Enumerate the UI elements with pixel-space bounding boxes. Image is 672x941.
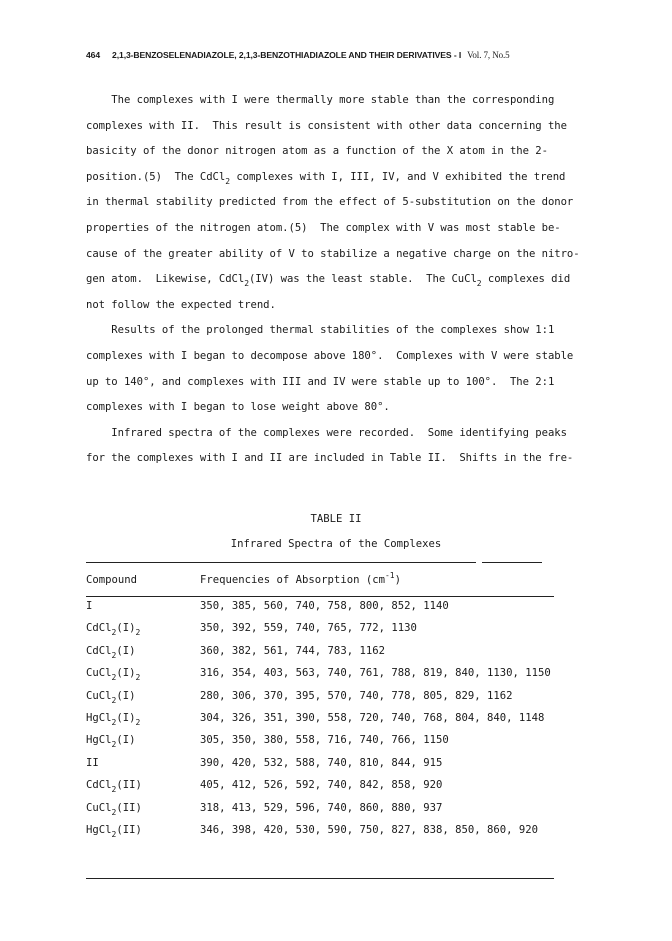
body-line [86, 446, 586, 472]
subscript: 2 [111, 829, 117, 839]
text-run: CuCl [86, 667, 112, 680]
text-run: complexes with I, III, IV, and V exhibited the trend [230, 170, 566, 183]
compound-cell [86, 644, 136, 660]
subscript: 2 [111, 807, 117, 817]
text-run: not follow the expected trend. [86, 298, 276, 311]
body-line [86, 114, 586, 140]
text-run: (II) [116, 801, 142, 814]
table-row [86, 802, 566, 824]
body-line [86, 318, 586, 344]
frequency-cell: 318, 413, 529, 596, 740, 860, 880, 937 [200, 801, 443, 814]
text-run: complexes with II. This result is consistent with other data concerning the [86, 119, 567, 132]
table-top-rule-right [482, 562, 542, 563]
freq-header-unit-exponent: -1 [384, 571, 395, 580]
table-row [86, 734, 566, 756]
text-run: complexes with I began to decompose above 180°. Complexes with V were stable [86, 349, 574, 362]
frequency-cell: 350, 392, 559, 740, 765, 772, 1130 [200, 622, 417, 635]
spectra-table [86, 571, 566, 846]
table-bottom-rule [86, 878, 554, 879]
text-run: cause of the greater ability of V to stabilize a negative charge on the nitro- [86, 247, 580, 260]
subscript: 2 [111, 628, 117, 638]
frequency-cell: 405, 412, 526, 592, 740, 842, 858, 920 [200, 779, 443, 792]
frequency-cell: 360, 382, 561, 744, 783, 1162 [200, 644, 385, 657]
body-text [86, 88, 586, 472]
text-run: gen atom. Likewise, CdCl [86, 273, 245, 286]
freq-header-text: Frequencies of Absorption (cm [200, 574, 385, 586]
text-run: The complexes with I were thermally more stable than the corresponding [86, 94, 555, 106]
compound-cell [86, 600, 92, 612]
table-caption: Infrared Spectra of the Complexes [230, 538, 442, 550]
compound-cell [86, 779, 142, 795]
frequency-cell: 350, 385, 560, 740, 758, 800, 852, 1140 [200, 600, 449, 612]
text-run: CuCl [86, 801, 112, 814]
text-run: (II) [116, 823, 142, 836]
text-run: HgCl [86, 711, 112, 724]
text-run: (IV) was the least stable. The CuCl [248, 273, 477, 286]
body-line [86, 165, 586, 191]
subscript: 2 [111, 695, 117, 705]
column-header-frequencies [200, 571, 401, 586]
subscript: 2 [135, 628, 141, 638]
text-run: CuCl [86, 689, 112, 702]
text-run: HgCl [86, 734, 112, 747]
text-run: complexes with I began to lose weight above 80°. [86, 401, 390, 414]
body-line [86, 190, 586, 216]
compound-cell [86, 823, 142, 839]
text-run: (I) [116, 644, 136, 657]
text-run: CdCl [86, 779, 112, 792]
running-header [86, 50, 606, 60]
table-label: TABLE II [310, 513, 362, 525]
body-line [86, 293, 586, 319]
page-number: 464 [86, 50, 101, 60]
table-row [86, 667, 566, 689]
frequency-cell: 390, 420, 532, 588, 740, 810, 844, 915 [200, 756, 443, 769]
text-run: for the complexes with I and II are included in Table II. Shifts in the fre- [86, 452, 574, 465]
body-line [86, 344, 586, 370]
subscript: 2 [244, 279, 249, 289]
subscript: 2 [135, 673, 141, 683]
frequency-cell: 346, 398, 420, 530, 590, 750, 827, 838, 850, 860, 920 [200, 823, 539, 836]
frequency-cell: 316, 354, 403, 563, 740, 761, 788, 819, 840, 1130, 1150 [200, 667, 551, 680]
table-header-rule [86, 596, 554, 597]
table-row [86, 645, 566, 667]
text-run: basicity of the donor nitrogen atom as a function of the X atom in the 2- [86, 145, 548, 158]
column-header-compound: Compound [86, 574, 138, 586]
frequency-cell: 305, 350, 380, 558, 716, 740, 766, 1150 [200, 734, 449, 747]
text-run: up to 140°, and complexes with III and IV were stable up to 100°. The 2:1 [86, 375, 555, 388]
compound-cell [86, 622, 141, 638]
table-row [86, 600, 566, 622]
compound-cell [86, 667, 141, 683]
compound-cell [86, 734, 136, 750]
text-run: in thermal stability predicted from the effect of 5-substitution on the donor [86, 196, 574, 209]
compound-cell [86, 711, 141, 727]
text-run: (I) [116, 622, 136, 635]
text-run: (I) [116, 689, 136, 702]
text-run: (I) [116, 667, 136, 680]
subscript: 2 [111, 673, 117, 683]
body-line [86, 139, 586, 165]
freq-header-close: ) [394, 574, 401, 586]
compound-cell [86, 689, 136, 705]
text-run: II [86, 756, 99, 769]
body-line [86, 242, 586, 268]
table-row [86, 757, 566, 779]
text-run: HgCl [86, 823, 112, 836]
compound-cell [86, 801, 142, 817]
table-row [86, 712, 566, 734]
running-title: 2,1,3-BENZOSELENADIAZOLE, 2,1,3-BENZOTHIADIAZOLE AND THEIR DERIVATIVES - I [112, 50, 462, 60]
text-run: complexes did [481, 273, 571, 286]
compound-cell [86, 757, 99, 769]
body-line [86, 216, 586, 242]
text-run: (I) [116, 734, 136, 747]
table-row [86, 690, 566, 712]
journal-volume: Vol. 7, No.5 [467, 50, 510, 60]
table-row [86, 622, 566, 644]
table-row [86, 824, 566, 846]
body-line [86, 395, 586, 421]
text-run: position.(5) The CdCl [86, 170, 226, 183]
body-line [86, 421, 586, 447]
text-run: (I) [116, 711, 136, 724]
subscript: 2 [135, 717, 141, 727]
subscript: 2 [111, 785, 117, 795]
text-run: (II) [116, 779, 142, 792]
text-run: properties of the nitrogen atom.(5) The complex with V was most stable be- [86, 221, 561, 234]
table-body [86, 600, 566, 846]
frequency-cell: 304, 326, 351, 390, 558, 720, 740, 768, 804, 840, 1148 [200, 711, 545, 724]
frequency-cell: 280, 306, 370, 395, 570, 740, 778, 805, 829, 1162 [200, 689, 513, 702]
body-line [86, 88, 586, 114]
text-run: Infrared spectra of the complexes were recorded. Some identifying peaks [86, 426, 567, 439]
body-line [86, 370, 586, 396]
text-run: Results of the prolonged thermal stabilities of the complexes show 1:1 [86, 324, 555, 337]
text-run: CdCl [86, 622, 112, 635]
table-row [86, 779, 566, 801]
table-top-rule-left [86, 562, 476, 563]
subscript: 2 [111, 650, 117, 660]
text-run: CdCl [86, 644, 112, 657]
subscript: 2 [111, 740, 117, 750]
subscript: 2 [476, 279, 482, 289]
text-run: I [86, 600, 93, 612]
subscript: 2 [111, 717, 117, 727]
body-line [86, 267, 586, 293]
subscript: 2 [225, 176, 230, 186]
